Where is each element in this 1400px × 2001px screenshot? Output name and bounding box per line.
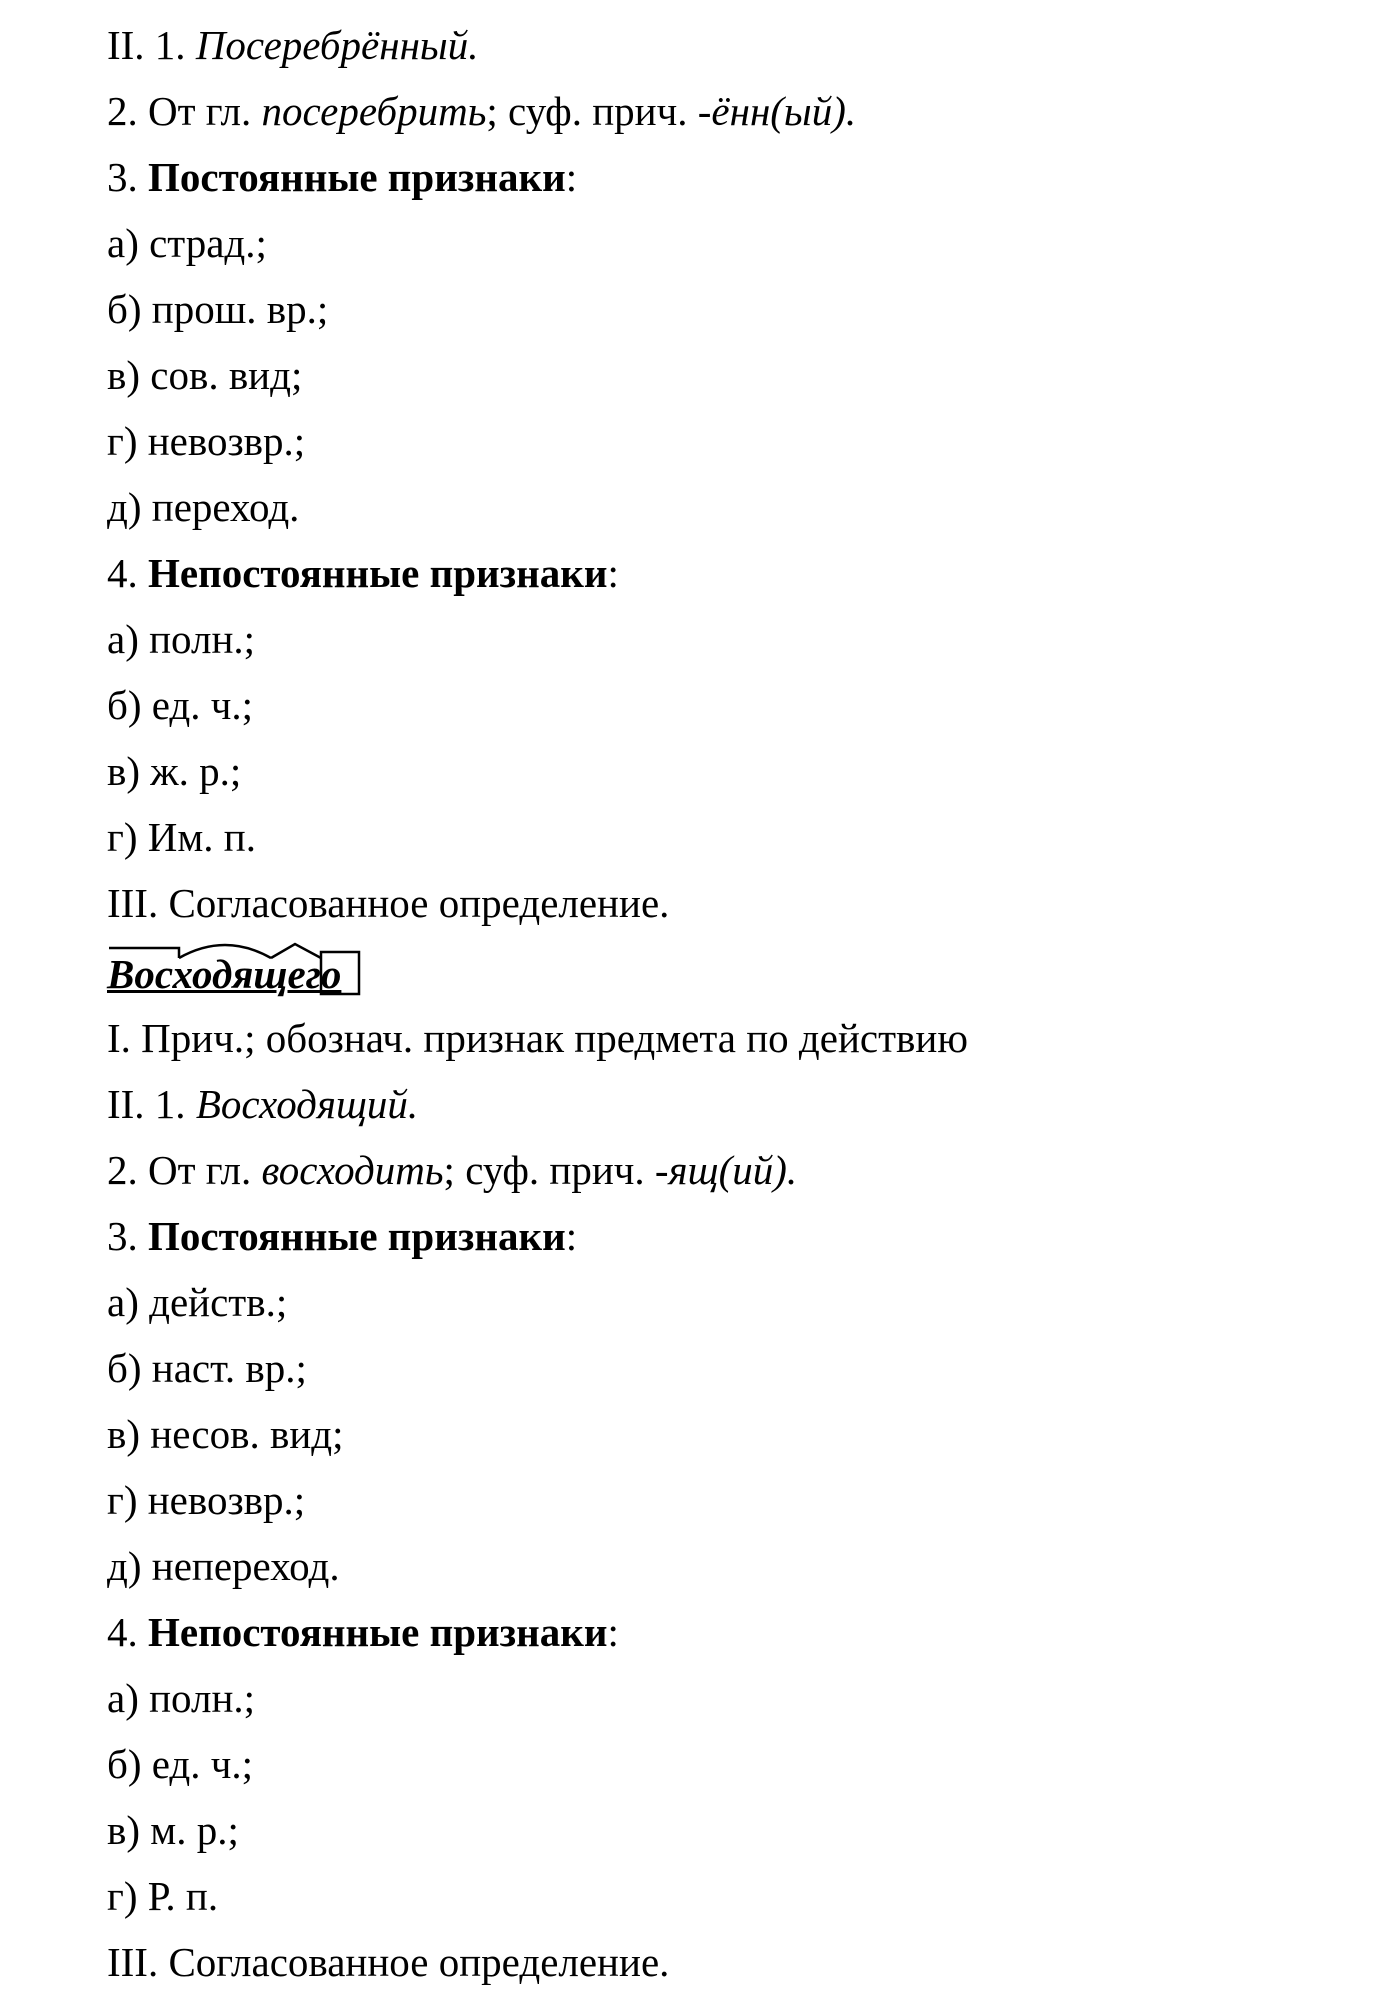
feature-line: б) ед. ч.; [107, 1741, 254, 1787]
derivation-line [107, 88, 857, 134]
constant-features-heading [107, 154, 578, 200]
syntactic-role-line: III. Согласованное определение. [107, 1939, 670, 1985]
colon: : [607, 550, 619, 596]
constant-features-heading [107, 1213, 578, 1259]
feature-line: г) Им. п. [107, 814, 256, 860]
heading-text: Постоянные признаки [148, 154, 566, 200]
source-verb: восходить [261, 1147, 444, 1193]
feature-line: в) м. р.; [107, 1807, 239, 1853]
colon: : [607, 1609, 619, 1655]
participle-suffix: -ённ(ый). [697, 88, 857, 134]
feature-line: г) невозвр.; [107, 1477, 306, 1523]
syntactic-role-line: III. Согласованное определение. [107, 880, 670, 926]
feature-line: д) переход. [107, 484, 300, 530]
derivation-line [107, 1147, 798, 1193]
suffix-label: ; суф. прич. [486, 88, 698, 134]
heading-text: Непостоянные признаки [148, 550, 608, 596]
heading-text: Постоянные признаки [148, 1213, 566, 1259]
colon: : [565, 1213, 578, 1259]
feature-line: г) Р. п. [107, 1873, 219, 1919]
feature-line: б) наст. вр.; [107, 1345, 307, 1391]
suffix-label: ; суф. прич. [443, 1147, 655, 1193]
item-number: 4. [107, 550, 148, 596]
analyzed-word: Восходящего [107, 951, 342, 997]
feature-line: в) несов. вид; [107, 1411, 344, 1457]
form-line [107, 1081, 419, 1127]
feature-line: д) непереход. [107, 1543, 340, 1589]
participle-suffix: -ящ(ий). [654, 1147, 798, 1193]
feature-line: г) невозвр.; [107, 418, 306, 464]
form-line [107, 22, 479, 68]
feature-line: а) полн.; [107, 1675, 256, 1721]
item-number: 3. [107, 1213, 148, 1259]
item-number: II. 1. [107, 1081, 196, 1127]
item-number: 2. От гл. [107, 88, 262, 134]
heading-text: Непостоянные признаки [148, 1609, 608, 1655]
item-number: 3. [107, 154, 148, 200]
feature-line: в) сов. вид; [107, 352, 303, 398]
colon: : [565, 154, 578, 200]
feature-line: а) действ.; [107, 1279, 288, 1325]
item-number: II. 1. [107, 22, 196, 68]
initial-form: Восходящий. [195, 1081, 419, 1127]
feature-line: б) прош. вр.; [107, 286, 329, 332]
feature-line: б) ед. ч.; [107, 682, 254, 728]
source-verb: посеребрить [261, 88, 487, 134]
variable-features-heading [107, 550, 619, 596]
initial-form: Посеребрённый. [195, 22, 479, 68]
item-number: 2. От гл. [107, 1147, 262, 1193]
parsed-word [107, 938, 357, 1018]
feature-line: а) полн.; [107, 616, 256, 662]
feature-line: в) ж. р.; [107, 748, 242, 794]
feature-line: а) страд.; [107, 220, 267, 266]
item-number: 4. [107, 1609, 148, 1655]
variable-features-heading [107, 1609, 619, 1655]
part-of-speech-line: I. Прич.; обознач. признак предмета по действию [107, 1015, 968, 1061]
